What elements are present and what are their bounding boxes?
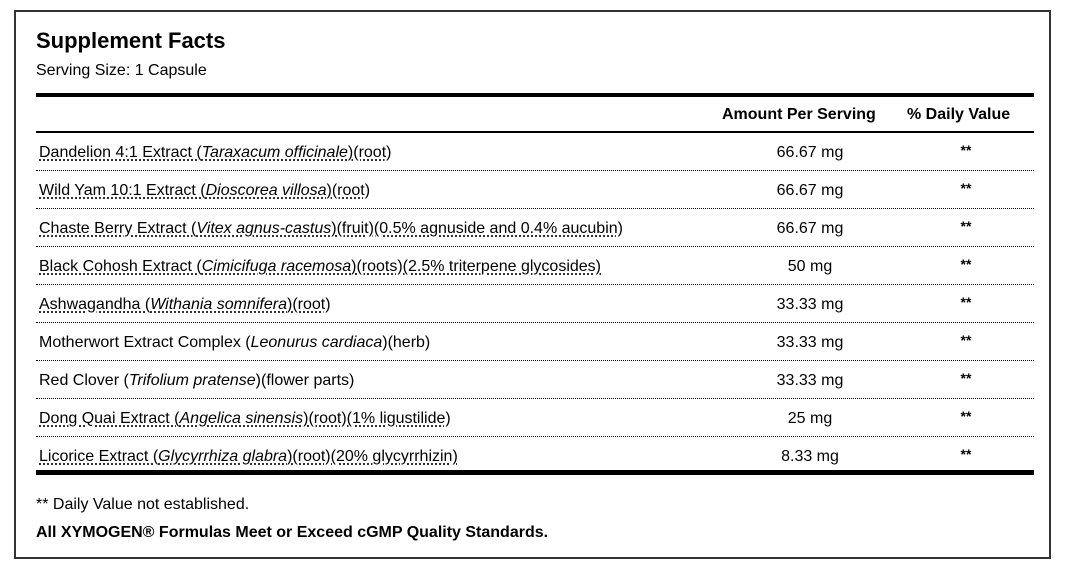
ingredient-row [36,361,1034,399]
ingredient-amount: 33.33 mg [776,372,844,389]
ingredient-name-link[interactable]: Black Cohosh Extract (Cimicifuga racemosa)(roots)(2.5% triterpene glycosides) [39,258,601,275]
ingredient-daily-value: ** [960,142,972,158]
panel-title: Supplement Facts [36,28,226,53]
ingredient-amount: 25 mg [787,410,833,427]
bottom-divider [36,470,1034,475]
ingredient-row [36,323,1034,361]
ingredient-amount: 66.67 mg [776,144,844,161]
serving-size: Serving Size: 1 Capsule [36,62,207,79]
ingredient-amount: 66.67 mg [776,182,844,199]
ingredient-amount: 33.33 mg [776,296,844,313]
ingredient-daily-value: ** [960,332,972,348]
ingredient-name-link[interactable]: Chaste Berry Extract (Vitex agnus-castus)(fruit)(0.5% agnuside and 0.4% aucubin) [39,220,623,237]
ingredient-name-link[interactable]: Ashwagandha (Withania somnifera)(root) [39,296,331,313]
ingredient-daily-value: ** [960,218,972,234]
ingredient-amount: 50 mg [787,258,833,275]
ingredient-row [36,285,1034,323]
ingredient-amount: 8.33 mg [781,448,839,465]
ingredient-row [36,399,1034,437]
ingredient-name-link[interactable]: Dong Quai Extract (Angelica sinensis)(root)(1% ligustilide) [39,410,451,427]
quality-statement: All XYMOGEN® Formulas Meet or Exceed cGMP Quality Standards. [36,524,549,541]
ingredient-list [36,133,1034,475]
ingredient-amount: 33.33 mg [776,334,844,351]
ingredient-amount: 66.67 mg [776,220,844,237]
daily-value-column-header: % Daily Value [907,106,1011,123]
ingredient-daily-value: ** [960,294,972,310]
ingredient-daily-value: ** [960,256,972,272]
ingredient-daily-value: ** [960,408,972,424]
top-divider [36,93,1034,97]
supplement-facts-panel [14,10,1051,559]
ingredient-daily-value: ** [960,446,972,462]
ingredient-row [36,209,1034,247]
amount-column-header: Amount Per Serving [722,106,876,123]
ingredient-name: Red Clover (Trifolium pratense)(flower parts) [39,372,355,389]
ingredient-name-link[interactable]: Dandelion 4:1 Extract (Taraxacum officinale)(root) [39,144,392,161]
ingredient-row [36,133,1034,171]
ingredient-daily-value: ** [960,180,972,196]
daily-value-footnote: ** Daily Value not established. [36,496,250,513]
ingredient-name-link[interactable]: Licorice Extract (Glycyrrhiza glabra)(root)(20% glycyrrhizin) [39,448,458,465]
ingredient-row [36,171,1034,209]
ingredient-row [36,247,1034,285]
ingredient-name-link[interactable]: Wild Yam 10:1 Extract (Dioscorea villosa)(root) [39,182,371,199]
ingredient-name: Motherwort Extract Complex (Leonurus cardiaca)(herb) [39,334,431,351]
ingredient-daily-value: ** [960,370,972,386]
